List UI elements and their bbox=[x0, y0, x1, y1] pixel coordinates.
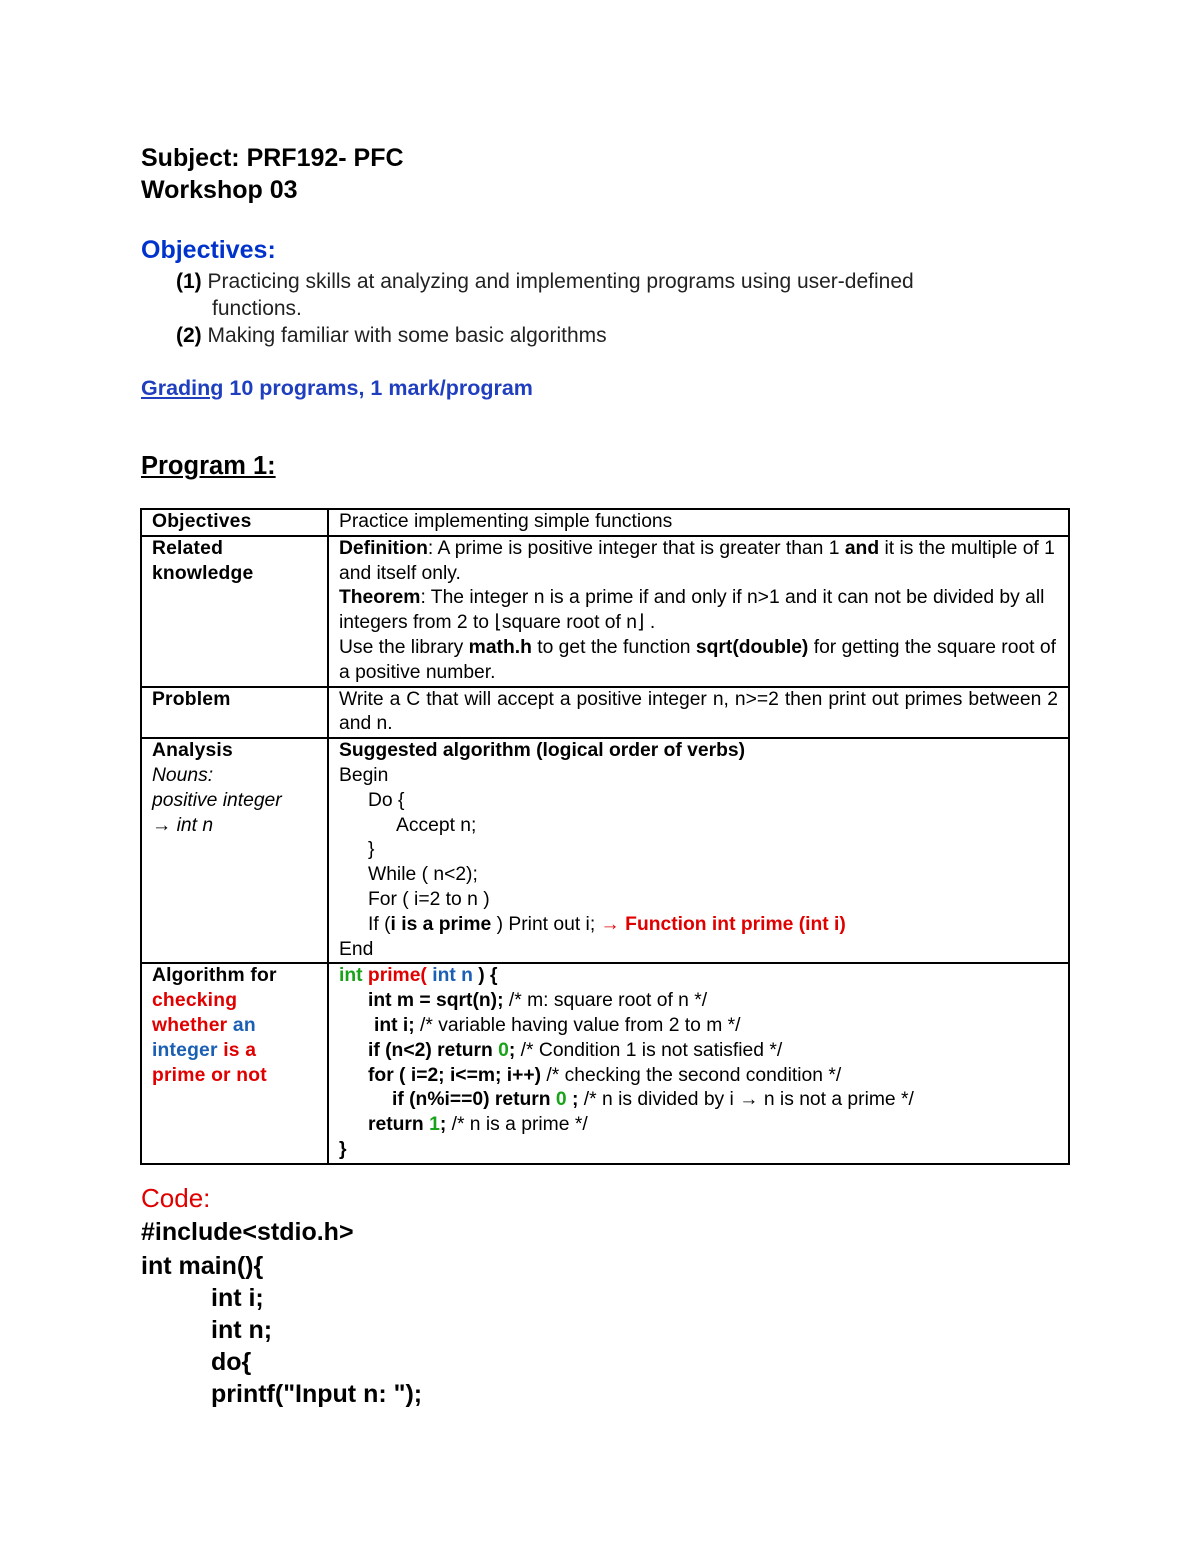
row-label: integer is a bbox=[152, 1039, 257, 1061]
noun-mapping: → int n bbox=[152, 814, 214, 836]
table-row-objectives bbox=[141, 509, 1069, 536]
objective-number: (2) bbox=[176, 324, 202, 347]
library-text: Use the library math.h to get the function sqrt(double) for getting the square root of a positive number. bbox=[339, 636, 1056, 683]
code-line: int m = sqrt(n); /* m: square root of n */ bbox=[368, 990, 708, 1012]
row-label: Analysis bbox=[152, 740, 233, 762]
objective-text: Practicing skills at analyzing and implementing programs using user-defined bbox=[201, 270, 914, 293]
grading-line bbox=[141, 376, 533, 401]
code-line: int prime( int n ) { bbox=[339, 965, 498, 987]
code-line: return 1; /* n is a prime */ bbox=[368, 1114, 588, 1136]
grading-text: 10 programs, 1 mark/program bbox=[223, 376, 533, 400]
alg-line: } bbox=[368, 839, 375, 861]
alg-line: For ( i=2 to n ) bbox=[368, 888, 490, 910]
row-label: knowledge bbox=[152, 562, 254, 584]
code-heading: Code: bbox=[141, 1183, 211, 1213]
table-row-analysis bbox=[141, 738, 1069, 963]
alg-line: While ( n<2); bbox=[368, 864, 478, 886]
table-row-algorithm bbox=[141, 963, 1069, 1163]
row-label: prime or not bbox=[152, 1064, 267, 1086]
row-label: Related bbox=[152, 537, 224, 559]
table-row-problem bbox=[141, 687, 1069, 739]
problem-text: Write a C that will accept a positive integer n, n>=2 then print out primes between 2 and n. bbox=[339, 688, 1058, 735]
code-line: int i; /* variable having value from 2 to m */ bbox=[374, 1014, 741, 1036]
row-label: Objectives bbox=[152, 511, 252, 532]
alg-line: Accept n; bbox=[396, 814, 477, 836]
workshop-title: Workshop 03 bbox=[141, 176, 298, 204]
code-line: do{ bbox=[211, 1348, 252, 1376]
alg-line: If (i is a prime ) Print out i; → Function int prime (int i) bbox=[368, 913, 846, 935]
objective-item-2 bbox=[176, 322, 607, 349]
code-line: } bbox=[339, 1138, 347, 1160]
objective-item-1 bbox=[176, 268, 914, 295]
code-line: if (n<2) return 0; /* Condition 1 is not satisfied */ bbox=[368, 1039, 783, 1061]
objective-text: Making familiar with some basic algorithms bbox=[207, 324, 607, 347]
objective-item-1-cont: functions. bbox=[212, 297, 302, 320]
code-line: printf("Input n: "); bbox=[211, 1380, 423, 1408]
row-label: whether an bbox=[152, 1014, 256, 1036]
code-line: int i; bbox=[211, 1284, 264, 1312]
theorem-text: Theorem: The integer n is a prime if and only if n>1 and it can not be divided by all integers from 2 to ⌊square root of n⌋ . bbox=[339, 587, 1045, 634]
alg-line: Begin bbox=[339, 764, 389, 786]
noun-item: positive integer bbox=[152, 789, 282, 811]
code-line: int main(){ bbox=[141, 1252, 264, 1280]
code-line: if (n%i==0) return 0 ; /* n is divided by i → n is not a prime */ bbox=[392, 1089, 914, 1111]
grading-label: Grading bbox=[141, 376, 224, 400]
code-line: int n; bbox=[211, 1316, 273, 1344]
table-row-related-knowledge bbox=[141, 536, 1069, 687]
row-label: checking bbox=[152, 990, 238, 1012]
code-line: #include<stdio.h> bbox=[141, 1218, 354, 1246]
row-label: Problem bbox=[152, 688, 231, 710]
objectives-heading: Objectives: bbox=[141, 236, 276, 264]
subject-title: Subject: PRF192- PFC bbox=[141, 144, 404, 172]
program-1-table bbox=[140, 508, 1070, 1165]
program-1-title: Program 1: bbox=[141, 452, 276, 480]
definition-text: Definition: A prime is positive integer that is greater than 1 and it is the multiple of 1 and itself only. bbox=[339, 537, 1055, 584]
row-text: Practice implementing simple functions bbox=[339, 511, 673, 532]
alg-line: End bbox=[339, 938, 374, 960]
row-label: Algorithm for bbox=[152, 965, 277, 987]
objective-number: (1) bbox=[176, 270, 202, 293]
alg-line: Do { bbox=[368, 789, 405, 811]
code-line: for ( i=2; i<=m; i++) /* checking the second condition */ bbox=[368, 1064, 842, 1086]
algorithm-title: Suggested algorithm (logical order of verbs) bbox=[339, 740, 746, 762]
nouns-label: Nouns: bbox=[152, 764, 214, 786]
